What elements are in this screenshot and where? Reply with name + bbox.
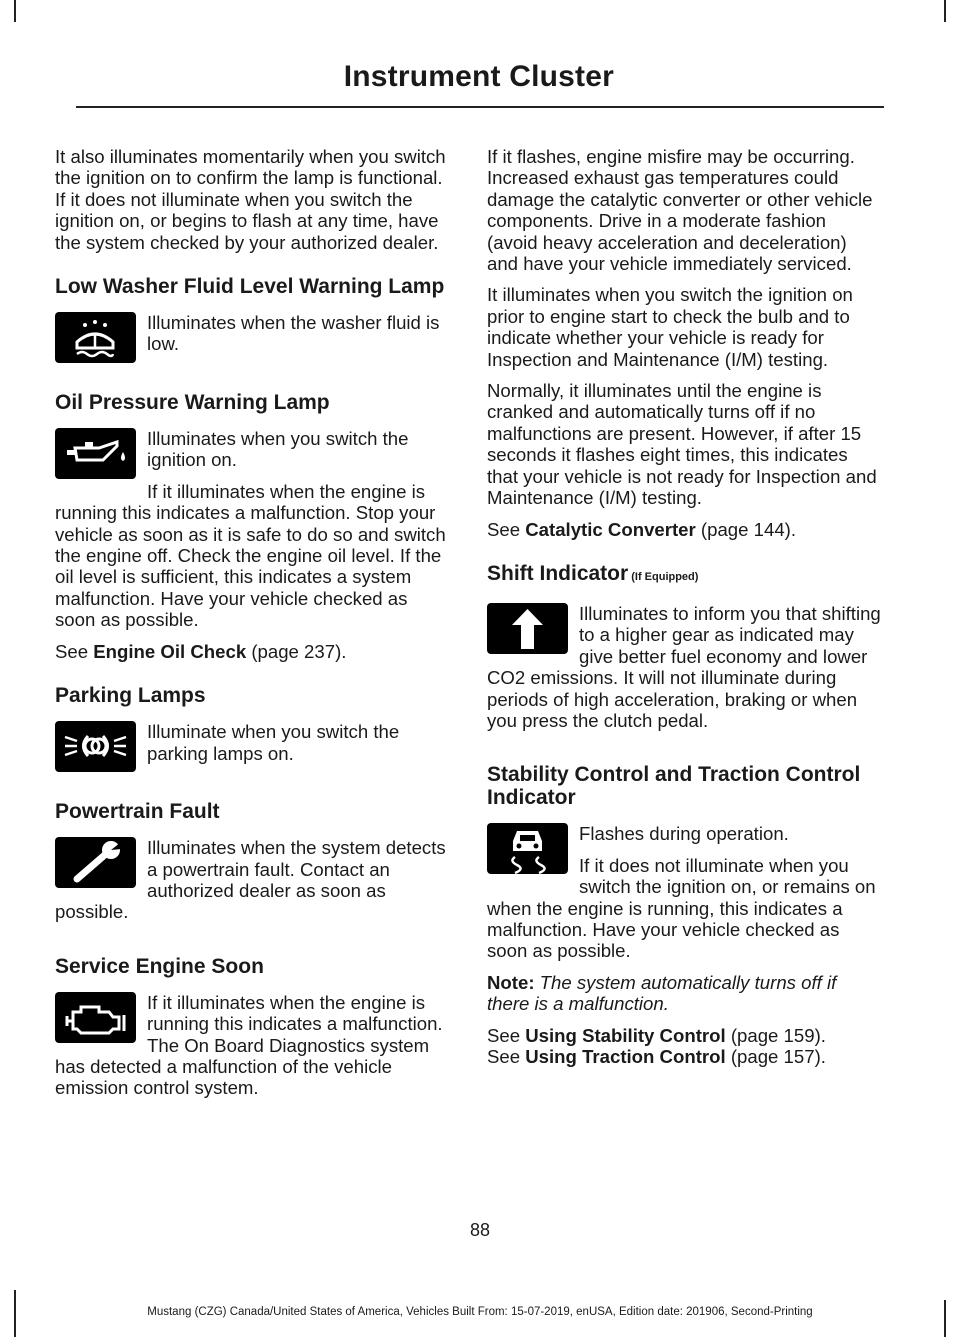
using-traction-control-link[interactable]: Using Traction Control	[525, 1046, 726, 1067]
shift-text: Illuminates to inform you that shifting to a higher gear as indicated may give better fuel economy and lower CO2 emissions. It will not illuminate during periods of high acceleration, braking or when you press the clutch pedal.	[487, 602, 881, 731]
oil-heading: Oil Pressure Warning Lamp	[55, 391, 330, 415]
see-suffix: (page 159).	[725, 1024, 826, 1046]
stability-text-1: Flashes during operation.	[579, 823, 789, 845]
shift-heading	[487, 562, 881, 589]
up-arrow-icon-graphic	[487, 603, 568, 654]
stability-note	[487, 972, 881, 1015]
wrench-icon	[55, 837, 136, 888]
stability-entry	[487, 823, 881, 971]
see-prefix: See	[487, 518, 526, 540]
powertrain-heading: Powertrain Fault	[55, 800, 220, 824]
misfire-paragraph: If it flashes, engine misfire may be occurring. Increased exhaust gas temperatures could damage the catalytic converter or other vehicle components. Drive in a moderate fashion (avoid heavy acceleration and deceleration) and have your vehicle immediately serviced.	[487, 146, 873, 275]
stability-text-2: If it does not illuminate when you switch the ignition on, or remains on when the engine is running, this indicates a malfunction. Have your vehicle checked as soon as possible.	[487, 854, 876, 962]
oil-text-2: If it illuminates when the engine is running this indicates a malfunction. Stop your vehicle as soon as it is safe to do so and switch the engine off. Check the engine oil level. If the oil level is sufficient, this indicates a system malfunction. Have your vehicle checked as soon as possible.	[55, 480, 446, 631]
catalytic-see-reference	[487, 519, 881, 540]
skidding-car-icon-graphic	[487, 823, 568, 874]
service-heading: Service Engine Soon	[55, 954, 264, 978]
parking-text: Illuminate when you switch the parking lamps on.	[147, 721, 400, 764]
parking-entry	[55, 721, 447, 778]
oil-text-1: Illuminates when you switch the ignition on.	[147, 428, 409, 471]
parking-heading: Parking Lamps	[55, 684, 206, 708]
washer-entry	[55, 312, 447, 369]
if-equipped-tag: (If Equipped)	[628, 570, 699, 583]
footer-text: Mustang (CZG) Canada/United States of America, Vehicles Built From: 15-07-2019, enUSA, Edition date: 201906, Second-Printing	[147, 1306, 813, 1318]
service-text: If it illuminates when the engine is running this indicates a malfunction. The On Board Diagnostics system has detected a malfunction of the vehicle emission control system.	[55, 991, 443, 1099]
left-column	[55, 146, 447, 1109]
parking-lamps-icon	[55, 721, 136, 772]
oil-can-icon	[55, 428, 136, 479]
engine-icon-graphic	[55, 992, 136, 1043]
readiness-paragraph: Normally, it illuminates until the engine is cranked and automatically turns off if no malfunctions are present. However, if after 15 seconds it flashes eight times, this indicates that your vehicle is not ready for Inspection and Maintenance (I/M) testing.	[487, 380, 877, 509]
parking-lamps-icon-graphic	[55, 721, 136, 772]
oil-entry	[55, 428, 447, 641]
washer-heading: Low Washer Fluid Level Warning Lamp	[55, 275, 445, 299]
powertrain-text: Illuminates when the system detects a powertrain fault. Contact an authorized dealer as soon as possible.	[55, 837, 446, 923]
service-entry	[55, 992, 447, 1109]
oil-see-reference	[55, 641, 447, 662]
crop-mark	[14, 0, 16, 22]
oil-can-icon-graphic	[55, 428, 136, 479]
shift-heading-text: Shift Indicator	[487, 561, 629, 585]
page-title: Instrument Cluster	[343, 60, 614, 93]
washer-text: Illuminates when the washer fluid is low.	[147, 312, 440, 355]
see-suffix: (page 144).	[695, 518, 797, 540]
engine-oil-check-link[interactable]: Engine Oil Check	[93, 640, 247, 662]
intro-paragraph: It also illuminates momentarily when you switch the ignition on to confirm the lamp is functional. If it does not illuminate when you switch the ignition on, or begins to flash at any time, have the system checked by your authorized dealer.	[55, 146, 446, 253]
engine-icon	[55, 992, 136, 1043]
see-suffix: (page 237).	[246, 640, 347, 662]
stability-see-references	[487, 1025, 881, 1068]
header-divider	[76, 106, 884, 108]
see-prefix: See	[487, 1024, 526, 1046]
see-prefix: See	[487, 1046, 526, 1067]
bulb-check-paragraph: It illuminates when you switch the ignition on prior to engine start to check the bulb and to indicate whether your vehicle is ready for Inspection and Maintenance (I/M) testing.	[487, 284, 853, 370]
wrench-icon-graphic	[55, 837, 136, 888]
catalytic-converter-link[interactable]: Catalytic Converter	[525, 518, 696, 540]
using-stability-control-link[interactable]: Using Stability Control	[525, 1024, 726, 1046]
right-column	[487, 146, 881, 1067]
up-arrow-icon	[487, 603, 568, 654]
see-prefix: See	[55, 640, 94, 662]
note-text: The system automatically turns off if there is a malfunction.	[487, 971, 837, 1015]
see-suffix: (page 157).	[725, 1046, 826, 1067]
skidding-car-icon	[487, 823, 568, 874]
crop-mark	[944, 0, 946, 22]
stability-heading: Stability Control and Traction Control Indicator	[487, 763, 861, 810]
page-number: 88	[469, 1220, 491, 1240]
washer-fluid-icon-graphic	[55, 312, 136, 363]
note-label: Note:	[487, 971, 535, 993]
powertrain-entry	[55, 837, 447, 933]
washer-fluid-icon	[55, 312, 136, 363]
shift-entry	[487, 603, 881, 741]
